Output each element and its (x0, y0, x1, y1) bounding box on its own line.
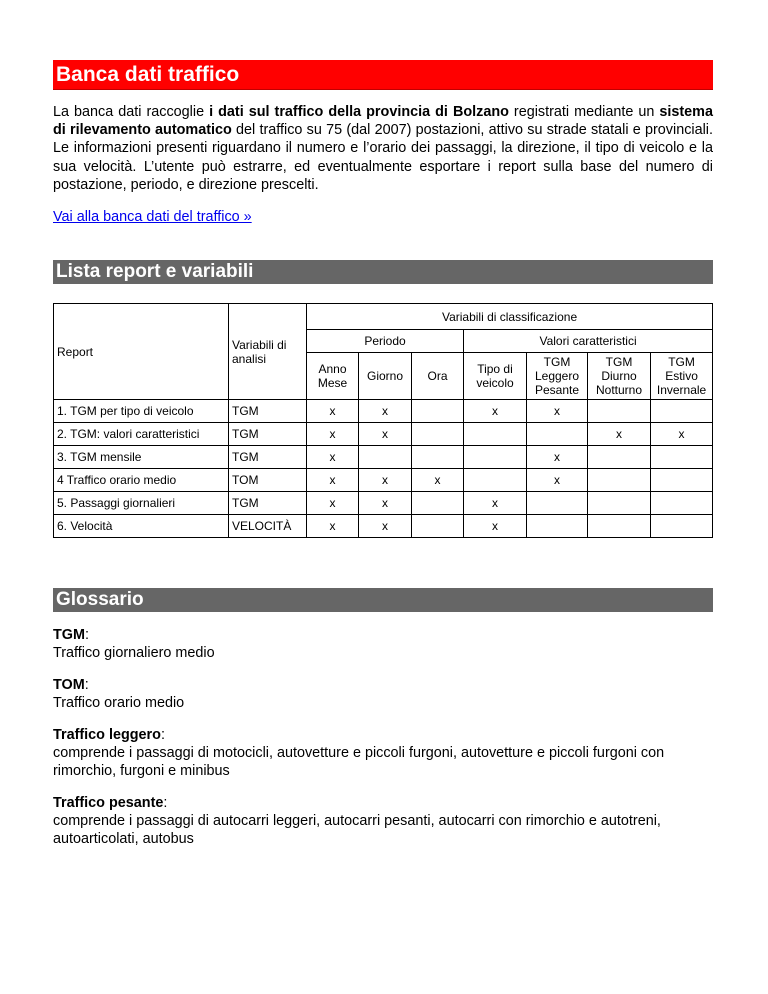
cell-giorno: x (359, 469, 412, 492)
cell-leggero-pesante: x (527, 469, 588, 492)
cell-leggero-pesante (527, 515, 588, 538)
glossary-entry: Traffico pesante: comprende i passaggi di autocarri leggeri, autocarri pesanti, autocarri con rimorchio e autotreni, autoarticolati, autobus (53, 795, 661, 848)
cell-estivo-invernale: x (651, 423, 713, 446)
report-table (53, 303, 713, 538)
cell-report: 3. TGM mensile (54, 446, 229, 469)
cell-tipo-veicolo: x (464, 492, 527, 515)
cell-variabile: TGM (229, 423, 307, 446)
cell-ora (412, 515, 464, 538)
cell-variabile: TGM (229, 446, 307, 469)
intro-text-2: registrati mediante un (508, 104, 660, 120)
header-tgm-leggero-pesante: TGM Leggero Pesante (527, 353, 588, 400)
section-heading-report: Lista report e variabili (53, 260, 713, 284)
table-row (54, 423, 713, 446)
cell-report: 4 Traffico orario medio (54, 469, 229, 492)
cell-anno-mese: x (307, 492, 359, 515)
cell-estivo-invernale (651, 492, 713, 515)
table-row (54, 400, 713, 423)
cell-report: 2. TGM: valori caratteristici (54, 423, 229, 446)
cell-diurno-notturno (588, 492, 651, 515)
cell-tipo-veicolo: x (464, 515, 527, 538)
cell-giorno: x (359, 515, 412, 538)
cell-giorno (359, 446, 412, 469)
header-classificazione: Variabili di classificazione (307, 304, 713, 330)
cell-diurno-notturno (588, 400, 651, 423)
cell-giorno: x (359, 400, 412, 423)
header-anno-mese: Anno Mese (307, 353, 359, 400)
glossary-definition: comprende i passaggi di autocarri leggeri, autocarri pesanti, autocarri con rimorchio e autotreni, autoarticolati, autobus (53, 813, 661, 848)
cell-anno-mese: x (307, 446, 359, 469)
header-tgm-estivo-invernale: TGM Estivo Invernale (651, 353, 713, 400)
glossary-entry: Traffico leggero: comprende i passaggi di motocicli, autovetture e piccoli furgoni, autovetture e piccoli furgoni con rimorchio, furgoni e minibus (53, 727, 665, 780)
header-report: Report (54, 304, 229, 400)
header-tgm-diurno-notturno: TGM Diurno Notturno (588, 353, 651, 400)
glossary-definition: Traffico giornaliero medio (53, 645, 215, 662)
intro-bold-2: sistema di rilevamento automatico (53, 104, 713, 139)
glossary-term: TGM (53, 627, 85, 644)
glossary-entry: TGM: Traffico giornaliero medio (53, 627, 215, 662)
glossary-term: Traffico leggero (53, 727, 161, 744)
intro-text-3: del traffico su 75 (dal 2007) postazioni, attivo su strade statali e provinciali. Le informazioni presenti riguardano il numero e l’orario dei passaggi, la direzione, il tipo di veicolo e la sua velocità. L’utente può estrarre, ed eventualmente esportare i report sulla base del numero di postazione, periodo, e direzione prescelti. (53, 122, 713, 193)
cell-variabile: VELOCITÀ (229, 515, 307, 538)
cell-diurno-notturno (588, 469, 651, 492)
traffic-database-link[interactable]: Vai alla banca dati del traffico » (53, 209, 252, 226)
cell-report: 6. Velocità (54, 515, 229, 538)
glossary-definition: Traffico orario medio (53, 695, 185, 712)
table-row (54, 492, 713, 515)
cell-anno-mese: x (307, 400, 359, 423)
cell-ora (412, 400, 464, 423)
cell-leggero-pesante: x (527, 446, 588, 469)
cell-variabile: TOM (229, 469, 307, 492)
header-periodo: Periodo (307, 330, 464, 353)
cell-report: 1. TGM per tipo di veicolo (54, 400, 229, 423)
cell-tipo-veicolo (464, 423, 527, 446)
link-paragraph (53, 209, 713, 225)
intro-paragraph (53, 103, 713, 194)
cell-anno-mese: x (307, 515, 359, 538)
glossary-term: TOM (53, 677, 85, 694)
intro-text-1: La banca dati raccoglie (53, 104, 210, 120)
header-valori-caratteristici: Valori caratteristici (464, 330, 713, 353)
table-row (54, 515, 713, 538)
glossary-definition: comprende i passaggi di motocicli, autovetture e piccoli furgoni, autovetture e piccoli furgoni con rimorchio, furgoni e minibus (53, 745, 665, 780)
cell-anno-mese: x (307, 469, 359, 492)
cell-estivo-invernale (651, 446, 713, 469)
cell-report: 5. Passaggi giornalieri (54, 492, 229, 515)
cell-ora: x (412, 469, 464, 492)
cell-diurno-notturno (588, 446, 651, 469)
cell-leggero-pesante (527, 492, 588, 515)
cell-ora (412, 492, 464, 515)
cell-tipo-veicolo (464, 446, 527, 469)
cell-estivo-invernale (651, 400, 713, 423)
header-ora: Ora (412, 353, 464, 400)
table-row (54, 446, 713, 469)
cell-diurno-notturno (588, 515, 651, 538)
cell-variabile: TGM (229, 400, 307, 423)
cell-tipo-veicolo: x (464, 400, 527, 423)
cell-ora (412, 423, 464, 446)
cell-diurno-notturno: x (588, 423, 651, 446)
header-variabili-analisi: Variabili di analisi (229, 304, 307, 400)
intro-bold-1: i dati sul traffico della provincia di Bolzano (209, 104, 509, 120)
cell-leggero-pesante: x (527, 400, 588, 423)
cell-ora (412, 446, 464, 469)
document-page (53, 60, 713, 848)
table-row (54, 469, 713, 492)
cell-estivo-invernale (651, 469, 713, 492)
cell-giorno: x (359, 423, 412, 446)
cell-leggero-pesante (527, 423, 588, 446)
cell-anno-mese: x (307, 423, 359, 446)
cell-giorno: x (359, 492, 412, 515)
glossary-term: Traffico pesante (53, 795, 164, 812)
header-row-1 (54, 304, 713, 330)
cell-estivo-invernale (651, 515, 713, 538)
section-heading-glossario: Glossario (53, 588, 713, 612)
header-giorno: Giorno (359, 353, 412, 400)
cell-variabile: TGM (229, 492, 307, 515)
cell-tipo-veicolo (464, 469, 527, 492)
header-tipo-veicolo: Tipo di veicolo (464, 353, 527, 400)
glossary-entry: TOM: Traffico orario medio (53, 677, 185, 712)
page-title: Banca dati traffico (53, 60, 713, 90)
